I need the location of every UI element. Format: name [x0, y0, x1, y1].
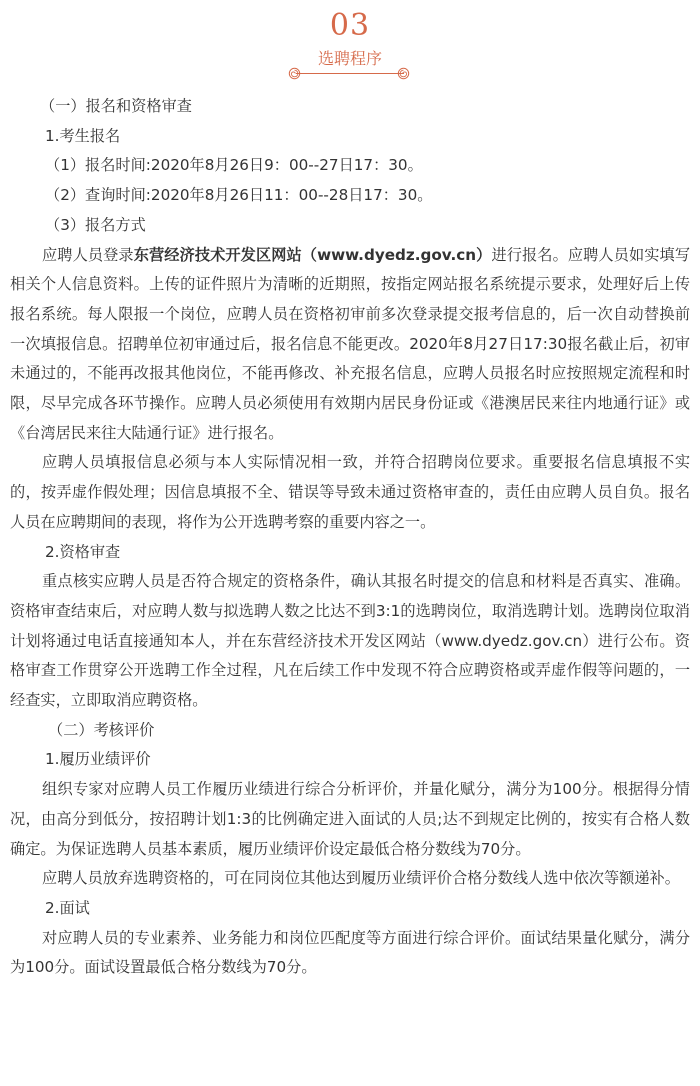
paragraph-qualification-review: 重点核实应聘人员是否符合规定的资格条件，确认其报名时提交的信息和材料是否真实、准确。资格审查结束后，对应聘人数与拟选聘人数之比达不到3:1的选聘岗位，取消选聘计划。选聘岗位取消计划将通过电话直接通知本人，并在东营经济技术开发区网站（www.dyedz.gov.cn）进行公布。资格审查工作贯穿公开选聘工作全过程，凡在后续工作中发现不符合应聘资格或弄虚作假等问题的，一经查实，立即取消应聘资格。 [10, 572, 690, 710]
subheading-resume-evaluation: 1.履历业绩评价 [45, 750, 151, 769]
paragraph-resume-evaluation: 组织专家对应聘人员工作履历业绩进行综合分析评价，并量化赋分，满分为100分。根据得分情况，由高分到低分，按招聘计划1:3的比例确定进入面试的人员;达不到规定比例的，按实有合格人数确定。为保证选聘人员基本素质，履历业绩评价设定最低合格分数线为70分。 [10, 780, 690, 858]
paragraph-interview: 对应聘人员的专业素养、业务能力和岗位匹配度等方面进行综合评价。面试结果量化赋分，满分为100分。面试设置最低合格分数线为70分。 [10, 928, 690, 977]
subheading-interview: 2.面试 [45, 898, 90, 917]
section-title: 选聘程序 [317, 49, 382, 68]
title-underline [296, 73, 404, 74]
subheading-qualification-review: 2.资格审查 [45, 542, 121, 561]
swirl-ornament-icon [288, 67, 301, 80]
paragraph-substitution: 应聘人员放弃选聘资格的，可在同岗位其他达到履历业绩评价合格分数线人选中依次等额递补。 [42, 869, 680, 888]
paragraph-text: 进行报名。应聘人员如实填写相关个人信息资料。上传的证件照片为清晰的近期照，按指定网站报名系统提示要求，处理好后上传报名系统。每人限报一个岗位，应聘人员在资格初审前多次登录提交报考信息的，后一次自动替换前一次填报信息。招聘单位初审通过后，报名信息不能更改。2020年8月27日17:30报名截止后，初审未通过的，不能再改报其他岗位，不能再修改、补充报名信息，应聘人员报名时应按照规定流程和时限，尽早完成各环节操作。应聘人员必须使用有效期内居民身份证或《港澳居民来往内地通行证》或《台湾居民来往大陆通行证》进行报名。 [10, 245, 690, 442]
item-registration-method: （3）报名方式 [45, 215, 146, 234]
paragraph-text: 应聘人员登录 [42, 245, 134, 264]
article-body [10, 92, 690, 983]
section-header [0, 0, 700, 90]
item-registration-time: （1）报名时间:2020年8月26日9：00--27日17：30。 [45, 156, 423, 175]
heading-assessment: （二）考核评价 [48, 720, 155, 739]
section-number: 03 [329, 8, 371, 43]
subheading-registration: 1.考生报名 [45, 126, 121, 145]
heading-registration-review: （一）报名和资格审查 [40, 97, 192, 115]
paragraph-registration-method [10, 241, 690, 449]
item-query-time: （2）查询时间:2020年8月26日11：00--28日17：30。 [45, 186, 433, 205]
paragraph-info-accuracy: 应聘人员填报信息必须与本人实际情况相一致，并符合招聘岗位要求。重要报名信息填报不实的，按弄虚作假处理；因信息填报不全、错误等导致未通过资格审查的，责任由应聘人员自负。报名人员在应聘期间的表现，将作为公开选聘考察的重要内容之一。 [10, 453, 690, 531]
swirl-ornament-icon [397, 67, 410, 80]
website-link-text: 东营经济技术开发区网站（www.dyedz.gov.cn） [133, 245, 492, 264]
